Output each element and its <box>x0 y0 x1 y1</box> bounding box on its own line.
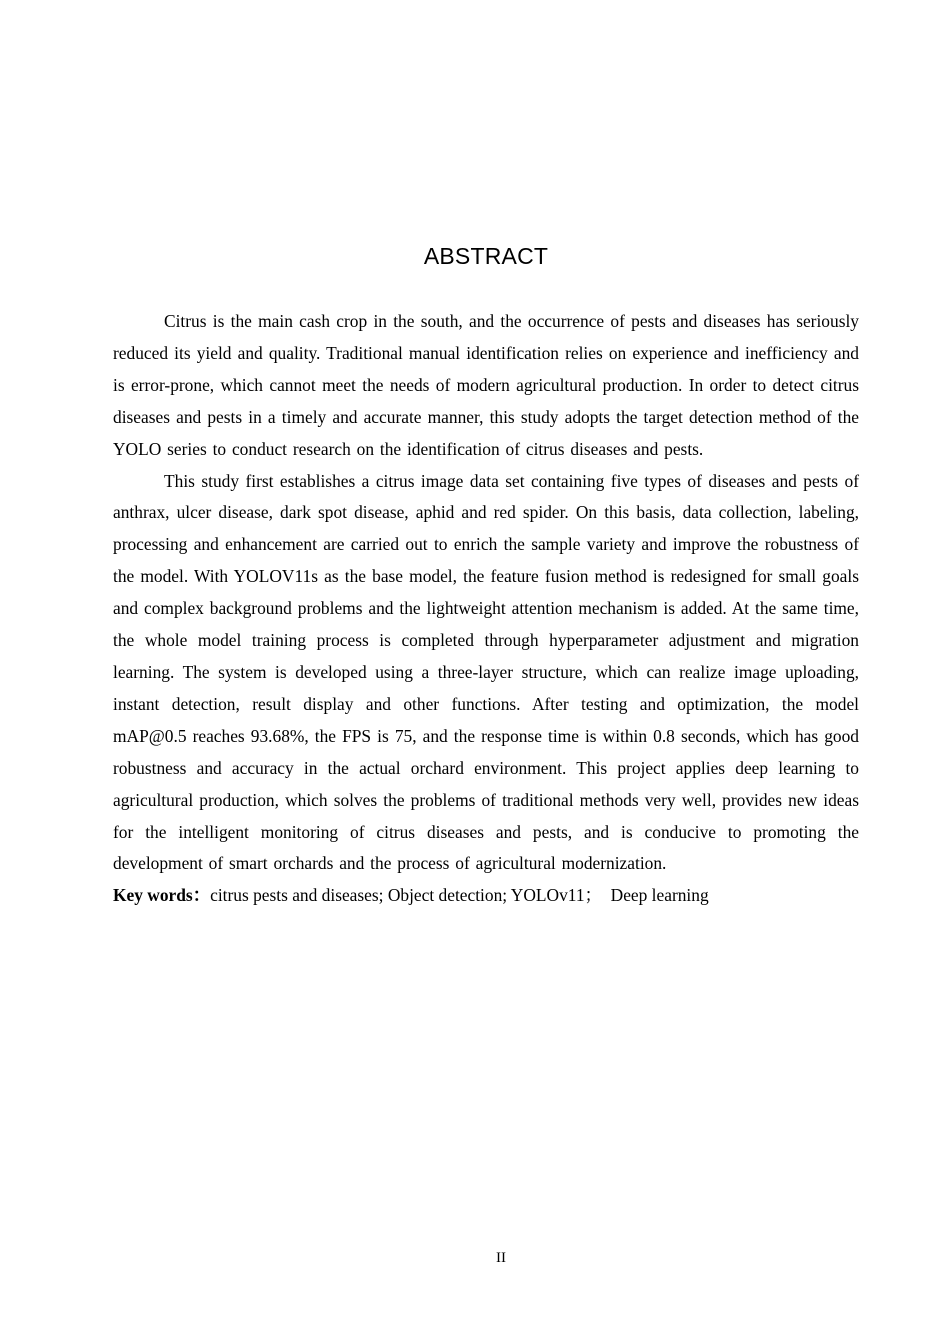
keywords-line <box>113 880 859 912</box>
keywords-label: Key words： <box>113 885 211 906</box>
page-number: II <box>496 1250 506 1266</box>
abstract-paragraph-1: Citrus is the main cash crop in the south, and the occurrence of pests and diseases has seriously reduced its yield and quality. Traditional manual identification relies on experience and inefficiency and is error-prone, which cannot meet the needs of modern agricultural production. In order to detect citrus diseases and pests in a timely and accurate manner, this study adopts the target detection method of the YOLO series to conduct research on the identification of citrus diseases and pests. <box>113 311 859 459</box>
abstract-heading: ABSTRACT <box>423 243 549 269</box>
abstract-body <box>113 306 859 912</box>
keywords-text: citrus pests and diseases; Object detection; YOLOv11； Deep learning <box>210 885 709 906</box>
abstract-paragraph-2: This study first establishes a citrus image data set containing five types of diseases and pests of anthrax, ulcer disease, dark spot disease, aphid and red spider. On this basis, data collection, labeling, processing and enhancement are carried out to enrich the sample variety and improve the robustness of the model. With YOLOV11s as the base model, the feature fusion method is redesigned for small goals and complex background problems and the lightweight attention mechanism is added. At the same time, the whole model training process is completed through hyperparameter adjustment and migration learning. The system is developed using a three-layer structure, which can realize image uploading, instant detection, result display and other functions. After testing and optimization, the model mAP@0.5 reaches 93.68%, the FPS is 75, and the response time is within 0.8 seconds, which has good robustness and accuracy in the actual orchard environment. This project applies deep learning to agricultural production, which solves the problems of traditional methods very well, provides new ideas for the intelligent monitoring of citrus diseases and pests, and is conducive to promoting the development of smart orchards and the process of agricultural modernization. <box>113 470 859 874</box>
